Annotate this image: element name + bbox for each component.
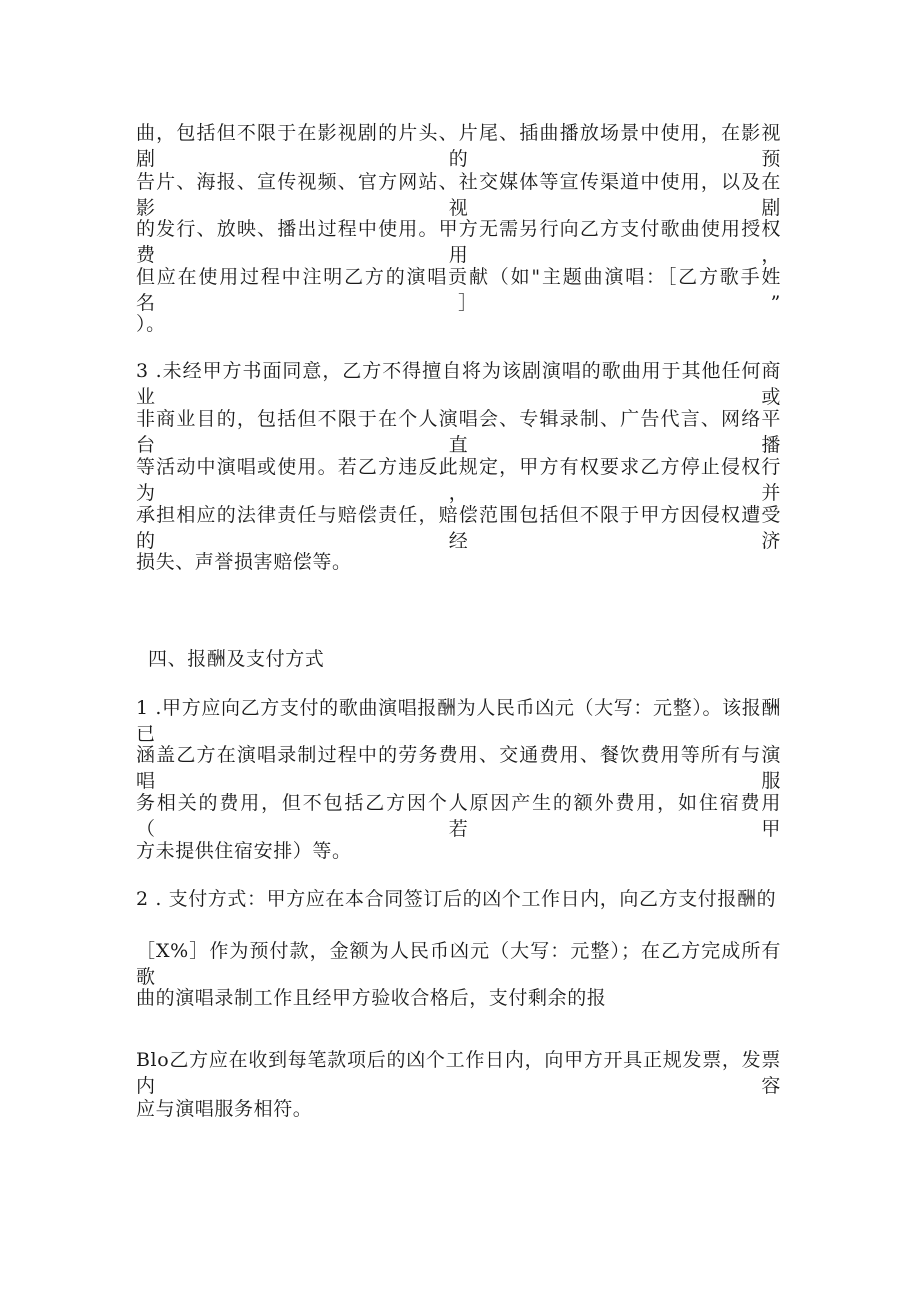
- paragraph-line: 但应在使用过程中注明乙方的演唱贡献（如"主题曲演唱：［乙方歌手姓名］”: [136, 266, 781, 314]
- paragraph-line: 非商业目的，包括但不限于在个人演唱会、专辑录制、广告代言、网络平台直播: [136, 408, 781, 456]
- clause-3-line: 3 .未经甲方书面同意，乙方不得擅自将为该剧演唱的歌曲用于其他任何商业或: [136, 360, 781, 408]
- paragraph-line: 方未提供住宿安排）等。: [136, 840, 352, 862]
- paragraph-line: 的发行、放映、播出过程中使用。甲方无需另行向乙方支付歌曲使用授权费用，: [136, 218, 781, 266]
- paragraph-line: 损失、声誉损害赔偿等。: [136, 551, 352, 573]
- section-heading: 四、报酬及支付方式: [148, 648, 325, 670]
- paragraph-line: 等活动中演唱或使用。若乙方违反此规定，甲方有权要求乙方停止侵权行为，并: [136, 456, 781, 504]
- paragraph-line: 告片、海报、宣传视频、官方网站、社交媒体等宣传渠道中使用，以及在影视剧: [136, 171, 781, 219]
- clause-b-line: Blo乙方应在收到每笔款项后的凶个工作日内，向甲方开具正规发票，发票内容: [136, 1049, 781, 1097]
- paragraph-line: ）。: [136, 313, 166, 335]
- paragraph-line: 承担相应的法律责任与赔偿责任，赔偿范围包括但不限于甲方因侵权遭受的经济: [136, 504, 781, 552]
- paragraph-line: 曲，包括但不限于在影视剧的片头、片尾、插曲播放场景中使用，在影视剧的预: [136, 122, 781, 170]
- paragraph-line: 曲的演唱录制工作且经甲方验收合格后，支付剩余的报: [136, 987, 607, 1009]
- paragraph-line: 涵盖乙方在演唱录制过程中的劳务费用、交通费用、餐饮费用等所有与演唱服: [136, 744, 781, 792]
- paragraph-line: ［X%］作为预付款，金额为人民币凶元（大写：元整）；在乙方完成所有歌: [136, 940, 781, 988]
- clause-1-line: 1 .甲方应向乙方支付的歌曲演唱报酬为人民币凶元（大写：元整）。该报酬已: [136, 697, 781, 745]
- clause-2-line: 2 . 支付方式：甲方应在本合同签订后的凶个工作日内，向乙方支付报酬的: [136, 888, 777, 910]
- paragraph-line: 应与演唱服务相符。: [136, 1098, 313, 1120]
- paragraph-line: 务相关的费用，但不包括乙方因个人原因产生的额外费用，如住宿费用（若甲: [136, 792, 781, 840]
